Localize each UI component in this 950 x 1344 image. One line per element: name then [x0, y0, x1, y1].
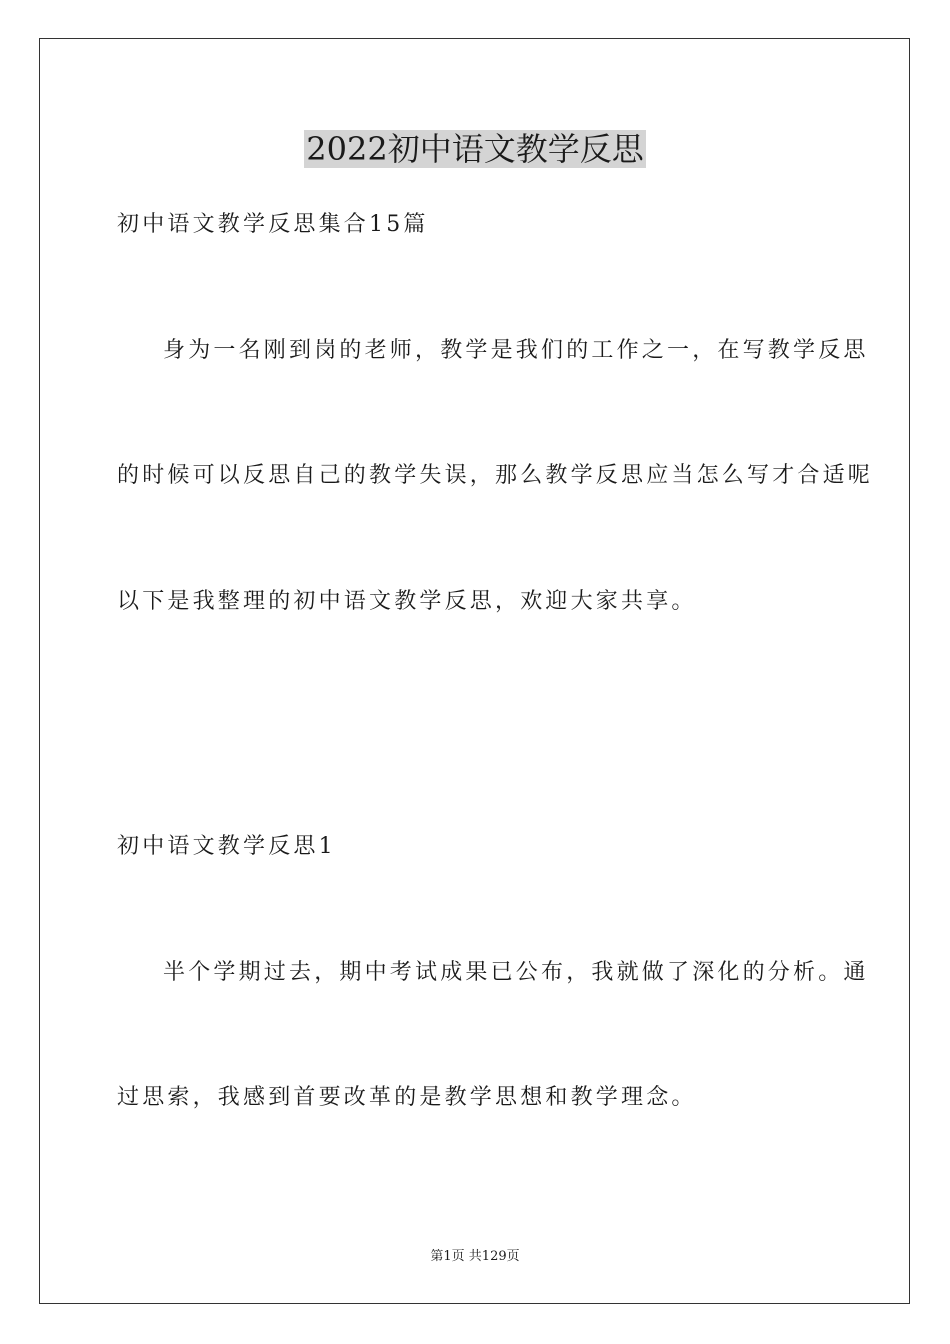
- page-footer: 第1页 共129页: [430, 1249, 520, 1264]
- intro-line-1: 身为一名刚到岗的老师，教学是我们的工作之一，在写教学反思: [163, 338, 869, 363]
- section-line-2: 过思索，我感到首要改革的是教学思想和教学理念。: [117, 1085, 697, 1110]
- section-heading: 初中语文教学反思1: [117, 834, 336, 859]
- document-subtitle: 初中语文教学反思集合15篇: [117, 212, 429, 237]
- intro-line-2: 的时候可以反思自己的教学失误，那么教学反思应当怎么写才合适呢: [117, 463, 874, 488]
- document-title-text: 2022初中语文教学反思: [306, 130, 644, 168]
- intro-line-3: 以下是我整理的初中语文教学反思，欢迎大家共享。: [117, 589, 697, 614]
- document-title: [0, 126, 950, 172]
- section-line-1: 半个学期过去，期中考试成果已公布，我就做了深化的分析。通: [163, 960, 869, 985]
